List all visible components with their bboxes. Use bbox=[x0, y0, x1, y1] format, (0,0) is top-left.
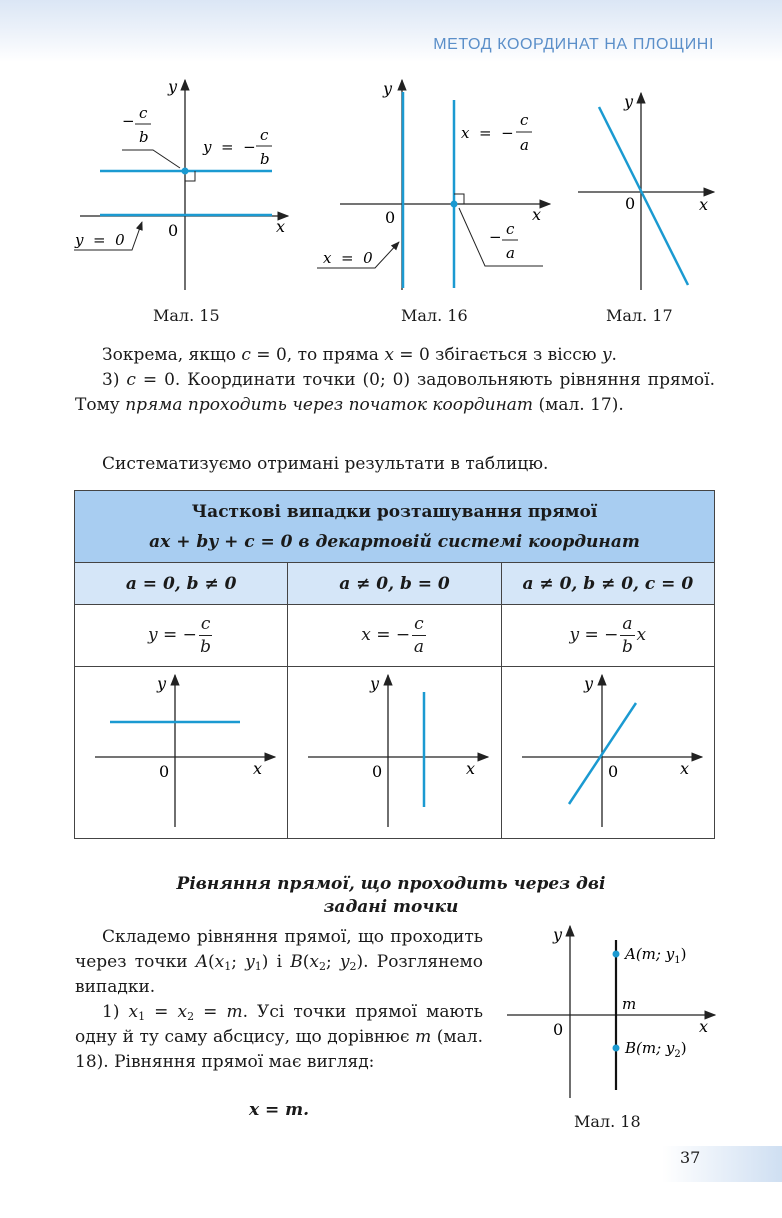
paragraph-case-3: 3) c = 0. Координати точки (0; 0) задовольняють рівняння прямої. Тому пряма проходить через початок координат (мал. 17). bbox=[75, 370, 715, 415]
frac-den: a bbox=[506, 244, 515, 262]
intersection-point bbox=[451, 201, 458, 208]
graph-cell bbox=[75, 667, 288, 839]
paragraph-two-points: Складемо рівняння прямої, що проходить через точки $A(x_1$; $y_1$) і $B(x_2$; $y_2$). Розглянемо випадки. bbox=[75, 927, 483, 997]
svg-text:0: 0 bbox=[372, 762, 383, 781]
point-b-label: B(m; $y_2$) bbox=[625, 1039, 687, 1060]
paragraph-block-1 bbox=[75, 343, 715, 418]
svg-text:y: y bbox=[157, 674, 167, 693]
svg-text:0: 0 bbox=[159, 762, 170, 781]
caption-18: Мал. 18 bbox=[574, 1112, 641, 1131]
point-a-label: A(m; $y_1$) bbox=[625, 945, 687, 966]
cases-table bbox=[74, 490, 715, 839]
x-label: x bbox=[699, 1017, 709, 1036]
figure-16 bbox=[315, 70, 555, 300]
caption-16: Мал. 16 bbox=[401, 306, 468, 325]
minus-sign: − bbox=[489, 228, 502, 246]
page-number: 37 bbox=[680, 1148, 701, 1167]
graph-horizontal-line bbox=[75, 667, 287, 833]
eq-frac-den: b bbox=[260, 150, 270, 168]
graph-cell bbox=[501, 667, 714, 839]
svg-text:x: x bbox=[679, 759, 689, 778]
svg-text:x: x bbox=[253, 759, 263, 778]
eq-frac-num: c bbox=[520, 111, 529, 129]
point-a bbox=[613, 951, 620, 958]
frac-den: b bbox=[139, 128, 149, 146]
paragraph-block-2 bbox=[75, 925, 483, 1075]
equation-label: y = − bbox=[203, 138, 256, 156]
formula-x-equals-m: x = m. bbox=[248, 1100, 310, 1120]
paragraph-case-1: 1) $x_1 = x_2 = m$. Усі точки прямої мають одну й ту саму абсцису, що дорівнює m (мал. 18). Рівняння прямої має вигляд: bbox=[75, 1002, 483, 1072]
y-label: y bbox=[553, 925, 563, 944]
origin-label: 0 bbox=[625, 194, 636, 213]
figure-15 bbox=[60, 70, 300, 300]
m-label: m bbox=[622, 995, 637, 1013]
y-label: y bbox=[168, 77, 178, 96]
eq-frac-num: c bbox=[260, 126, 269, 144]
caption-15: Мал. 15 bbox=[153, 306, 220, 325]
x-label: x bbox=[699, 195, 709, 214]
paragraph-c-zero: Зокрема, якщо c = 0, то пряма x = 0 збігається з віссю y. bbox=[102, 345, 617, 365]
svg-text:y: y bbox=[583, 674, 593, 693]
section-title: Рівняння прямої, що проходить через дві задані точки bbox=[176, 874, 606, 917]
frac-num: c bbox=[506, 220, 515, 238]
formula-cell: y = − $\frac{c}{b}$ bbox=[75, 605, 288, 667]
graph-vertical-line bbox=[288, 667, 500, 833]
eq-frac-den: a bbox=[520, 136, 529, 154]
origin-label: 0 bbox=[168, 221, 179, 240]
condition-cell: a ≠ 0, b = 0 bbox=[288, 563, 501, 605]
figure-18 bbox=[503, 920, 723, 1105]
axis-line-label: x = 0 bbox=[323, 249, 373, 267]
y-label: y bbox=[624, 92, 634, 111]
y-label: y bbox=[383, 79, 393, 98]
point-b bbox=[613, 1045, 620, 1052]
svg-text:0: 0 bbox=[607, 762, 619, 781]
formula-cell: y = − $\frac{a}{b}$ x bbox=[501, 605, 714, 667]
table-title: Часткові випадки розташування прямої ax + by + c = 0 в декартовій системі координат bbox=[75, 491, 715, 563]
x-label: x bbox=[276, 217, 286, 236]
frac-num: c bbox=[139, 104, 148, 122]
origin-label: 0 bbox=[553, 1020, 564, 1039]
graph-cell bbox=[288, 667, 501, 839]
paragraph-systematize: Систематизуємо отримані результати в таблицю. bbox=[102, 454, 549, 474]
caption-17: Мал. 17 bbox=[606, 306, 673, 325]
figure-17 bbox=[572, 85, 722, 295]
x-label: x bbox=[532, 205, 542, 224]
minus-sign: − bbox=[122, 112, 135, 130]
intersection-point bbox=[182, 168, 189, 175]
axis-line-label: y = 0 bbox=[75, 231, 125, 249]
origin-label: 0 bbox=[385, 208, 396, 227]
line-through-origin bbox=[599, 107, 688, 285]
formula-cell: x = − $\frac{c}{a}$ bbox=[288, 605, 501, 667]
condition-cell: a = 0, b ≠ 0 bbox=[75, 563, 288, 605]
svg-text:y: y bbox=[370, 674, 380, 693]
equation-label: x = − bbox=[461, 124, 514, 142]
svg-text:x: x bbox=[466, 759, 476, 778]
graph-line-through-origin bbox=[502, 667, 714, 833]
condition-cell: a ≠ 0, b ≠ 0, c = 0 bbox=[501, 563, 714, 605]
running-header: МЕТОД КООРДИНАТ НА ПЛОЩИНІ bbox=[433, 36, 714, 53]
